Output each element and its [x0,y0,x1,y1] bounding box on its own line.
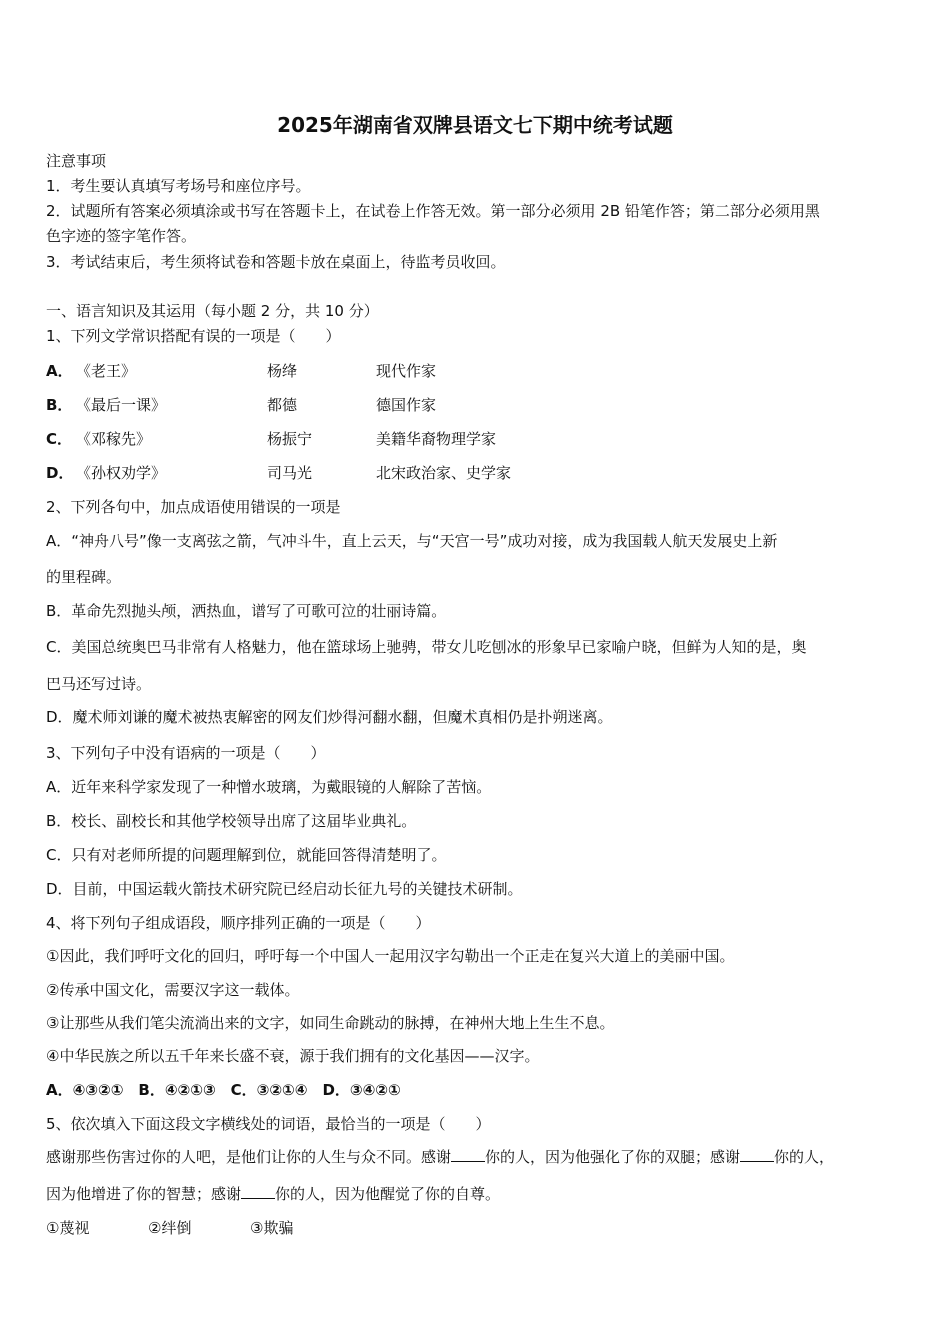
text: 你的人，因为他醒觉了你的自尊。 [275,1185,501,1203]
q5-passage-line [46,1184,500,1204]
question-2-stem: 2、下列各句中，加点成语使用错误的一项是 [46,498,341,516]
q1-option-label: A． [46,362,73,380]
text: 感谢那些伤害过你的人吧，是他们让你的人生与众不同。感谢 [46,1148,452,1166]
notice-item: 2．试题所有答案必须填涂或书写在答题卡上，在试卷上作答无效。第一部分必须用 2B 铅笔作答；第二部分必须用黑 [46,202,820,220]
q4-line: ④中华民族之所以五千年来长盛不衰，源于我们拥有的文化基因——汉字。 [46,1047,540,1065]
text: 因为他增进了你的智慧；感谢 [46,1185,242,1203]
q3-line: A．近年来科学家发现了一种憎水玻璃，为戴眼镜的人解除了苦恼。 [46,778,492,796]
question-5-stem: 5、依次填入下面这段文字横线处的词语，最恰当的一项是（ ） [46,1115,491,1133]
q2-line: 巴马还写过诗。 [46,675,152,693]
q3-line: C．只有对老师所提的问题理解到位，就能回答得清楚明了。 [46,846,447,864]
page-title: 2025年湖南省双牌县语文七下期中统考试题 [277,113,673,137]
q1-desc: 现代作家 [376,362,437,380]
q4-line: ②传承中国文化，需要汉字这一载体。 [46,981,300,999]
q1-desc: 美籍华裔物理学家 [376,430,497,448]
q5-choice: ①蔑视 [46,1219,90,1237]
q1-work: 《孙权劝学》 [76,464,167,482]
q1-author: 杨绛 [267,362,298,380]
q1-desc: 德国作家 [376,396,437,414]
q2-line: B．革命先烈抛头颅，洒热血，谱写了可歌可泣的壮丽诗篇。 [46,602,447,620]
q1-option-label: B． [46,396,73,414]
q1-author: 司马光 [267,464,313,482]
q2-line: A．“神舟八号”像一支离弦之箭，气冲斗牛，直上云天，与“天宫一号”成功对接，成为我国载人航天发展史上新 [46,532,778,550]
notice-item: 1．考生要认真填写考场号和座位序号。 [46,177,311,195]
q1-work: 《最后一课》 [76,396,167,414]
text: 你的人，因为他强化了你的双腿；感谢 [485,1148,741,1166]
section-heading: 一、语言知识及其运用（每小题 2 分，共 10 分） [46,302,379,320]
blank-2 [740,1147,774,1162]
q4-options: A．④③②① B．④②①③ C．③②①④ D．③④②① [46,1081,401,1099]
blank-1 [451,1147,485,1162]
question-3-stem: 3、下列句子中没有语病的一项是（ ） [46,744,326,762]
question-4-stem: 4、将下列句子组成语段，顺序排列正确的一项是（ ） [46,914,431,932]
q4-line: ①因此，我们呼吁文化的回归，呼吁每一个中国人一起用汉字勾勒出一个正走在复兴大道上的美丽中国。 [46,947,735,965]
q4-line: ③让那些从我们笔尖流淌出来的文字，如同生命跳动的脉搏，在神州大地上生生不息。 [46,1014,615,1032]
q5-passage-line [46,1147,834,1167]
q5-choice: ③欺骗 [250,1219,294,1237]
q1-work: 《邓稼先》 [76,430,152,448]
question-1-stem: 1、下列文学常识搭配有误的一项是（ ） [46,327,341,345]
q3-line: B．校长、副校长和其他学校领导出席了这届毕业典礼。 [46,812,417,830]
blank-3 [241,1184,275,1199]
q2-line: 的里程碑。 [46,568,122,586]
q5-choice: ②绊倒 [148,1219,192,1237]
q1-desc: 北宋政治家、史学家 [376,464,512,482]
notice-item: 色字迹的签字笔作答。 [46,227,197,245]
notice-heading: 注意事项 [46,152,107,170]
q1-option-label: C． [46,430,73,448]
q3-line: D．目前，中国运载火箭技术研究院已经启动长征九号的关键技术研制。 [46,880,523,898]
notice-item: 3．考试结束后，考生须将试卷和答题卡放在桌面上，待监考员收回。 [46,253,506,271]
q1-author: 都德 [267,396,298,414]
q2-line: C．美国总统奥巴马非常有人格魅力，他在篮球场上驰骋，带女儿吃刨冰的形象早已家喻户晓，但鲜为人知的是，奥 [46,638,807,656]
q2-line: D．魔术师刘谦的魔术被热衷解密的网友们炒得河翻水翻，但魔术真相仍是扑朔迷离。 [46,708,613,726]
q1-work: 《老王》 [76,362,137,380]
q1-author: 杨振宁 [267,430,313,448]
text: 你的人， [774,1148,835,1166]
q1-option-label: D． [46,464,74,482]
